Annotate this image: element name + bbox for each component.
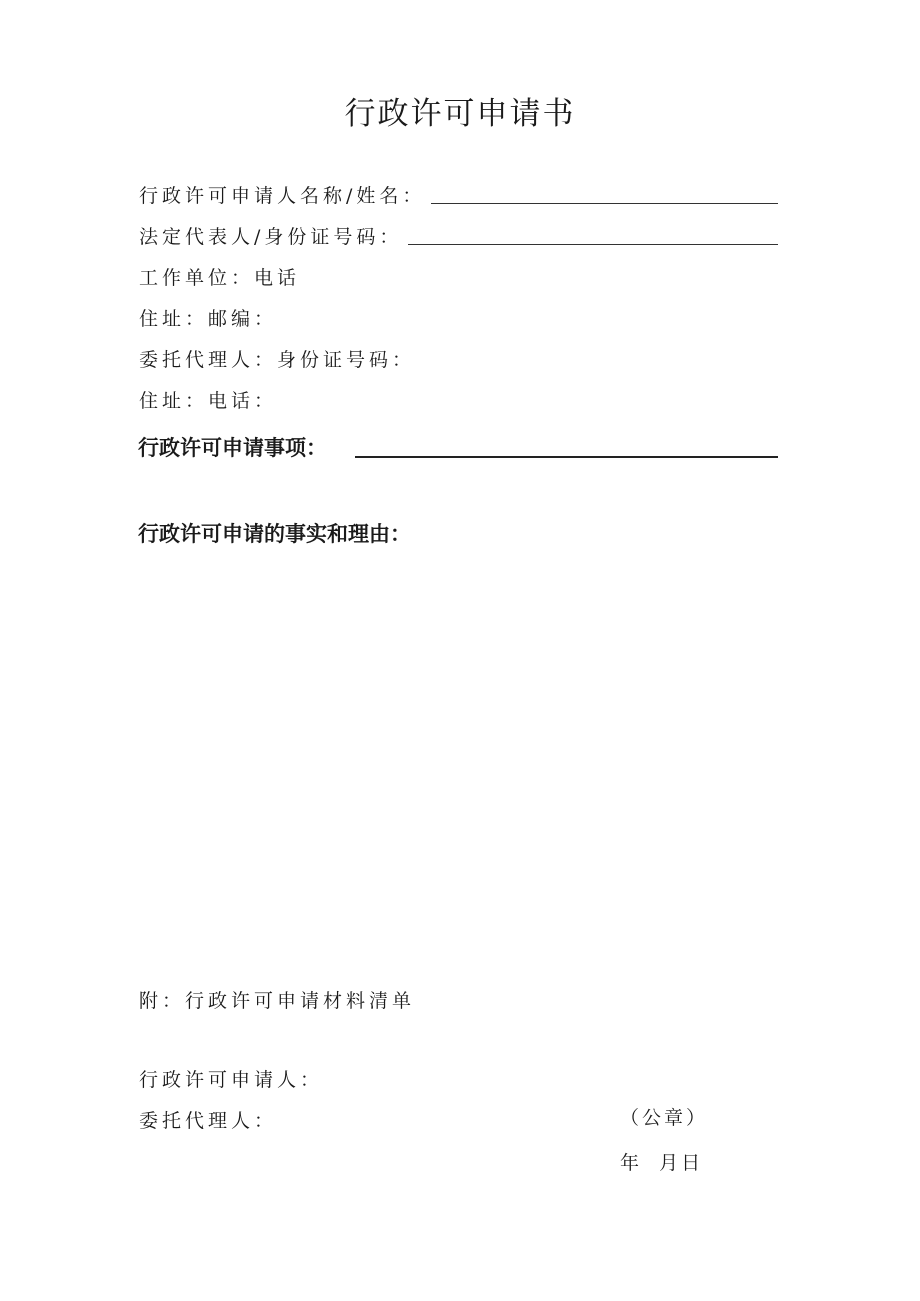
address-postcode-label: 住址：邮编： (139, 308, 278, 330)
legal-rep-blank[interactable] (408, 244, 778, 245)
facts-label: 行政许可申请的事实和理由： (138, 522, 411, 546)
applicant-name-label: 行政许可申请人名称/姓名： (139, 185, 426, 207)
address-phone-label: 住址：电话： (139, 390, 278, 412)
matter-label: 行政许可申请事项： (138, 436, 327, 460)
date-month-day: 月日 (659, 1152, 704, 1174)
signature-agent-label: 委托代理人： (139, 1110, 278, 1132)
date-year: 年 (620, 1152, 640, 1174)
legal-rep-label: 法定代表人/身份证号码： (139, 226, 403, 248)
applicant-name-blank[interactable] (431, 203, 778, 204)
agent-id-label: 委托代理人：身份证号码： (139, 349, 416, 371)
matter-blank[interactable] (355, 456, 778, 458)
signature-applicant-label: 行政许可申请人： (139, 1069, 324, 1091)
attachment-label: 附：行政许可申请材料清单 (139, 990, 416, 1012)
work-unit-label: 工作单位：电话 (139, 267, 301, 289)
seal-label: （公章） (620, 1107, 709, 1129)
document-title: 行政许可申请书 (344, 96, 576, 132)
date-line (620, 1148, 703, 1175)
